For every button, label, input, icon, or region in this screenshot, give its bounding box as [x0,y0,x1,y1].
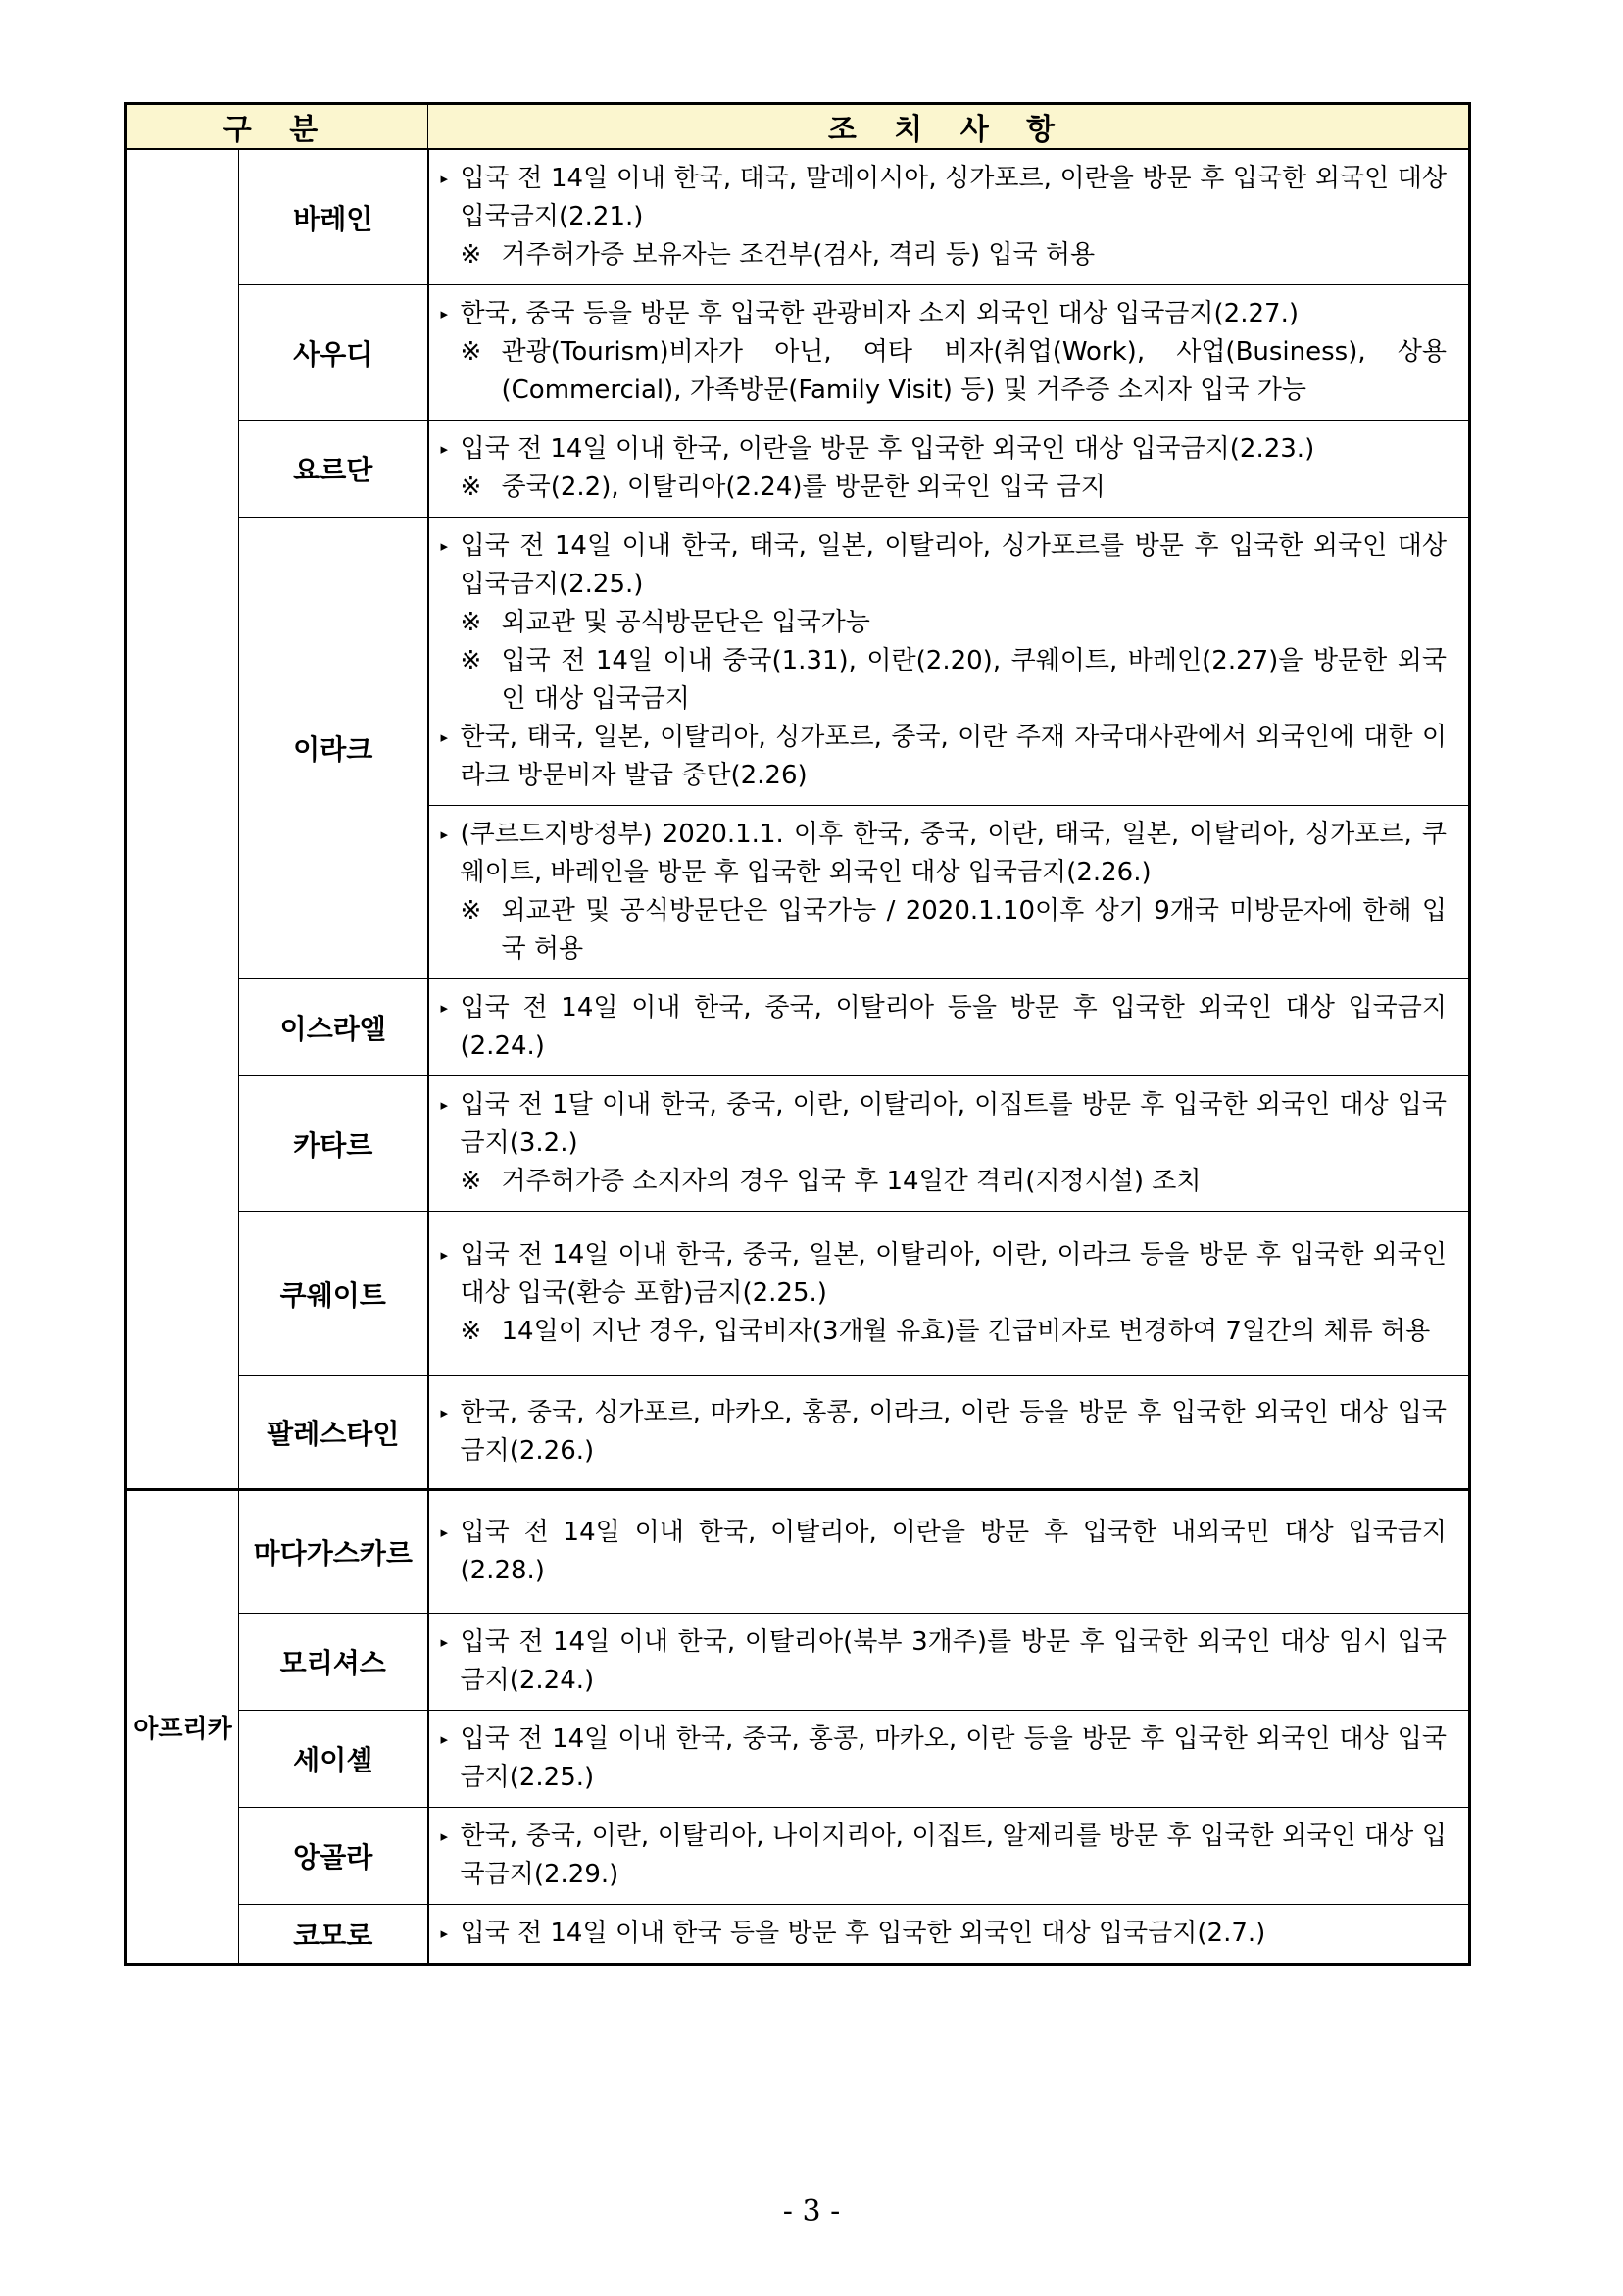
measure-text: 외교관 및 공식방문단은 입국가능 / 2020.1.10이후 상기 9개국 미방문자에 한해 입국 허용 [501,896,1447,964]
country-name: 코모로 [239,1905,428,1965]
bullet-line [441,989,1448,1066]
measure-text: 입국 전 14일 이내 한국, 이란을 방문 후 입국한 외국인 대상 입국금지(2.23.) [460,434,1315,464]
bullet-line [441,1086,1448,1163]
reference-mark-icon: ※ [460,337,482,367]
measure-text: 한국, 중국, 싱가포르, 마카오, 홍콩, 이라크, 이란 등을 방문 후 입국한 외국인 대상 입국금지(2.26.) [460,1398,1447,1466]
reference-mark-icon: ※ [460,896,482,925]
bullet-line [441,527,1448,604]
country-name: 이스라엘 [239,979,428,1076]
country-name: 쿠웨이트 [239,1212,428,1376]
measures-cell [428,1212,1470,1376]
measures-cell [428,285,1470,421]
country-name: 사우디 [239,285,428,421]
reference-mark-icon: ※ [460,473,482,502]
measures-cell [428,979,1470,1076]
triangle-bullet-icon: ▸ [440,1404,449,1422]
triangle-bullet-icon: ▸ [440,170,449,187]
measure-text: 입국 전 14일 이내 한국, 중국, 홍콩, 마카오, 이란 등을 방문 후 입국한 외국인 대상 입국금지(2.25.) [460,1724,1447,1792]
note-line [441,642,1448,719]
table-row [126,1808,1470,1905]
note-line [441,469,1448,507]
triangle-bullet-icon: ▸ [440,440,449,458]
country-name: 앙골라 [239,1808,428,1905]
measures-cell [428,1905,1470,1965]
group-africa: 아프리카 [126,1490,239,1965]
bullet-line [441,1818,1448,1894]
table-header-row [126,104,1470,150]
table-row [126,149,1470,285]
country-name: 세이셸 [239,1711,428,1808]
measure-text: 입국 전 14일 이내 한국, 중국, 일본, 이탈리아, 이란, 이라크 등을 방문 후 입국한 외국인 대상 입국(환승 포함)금지(2.25.) [460,1240,1447,1308]
measure-text: 한국, 중국 등을 방문 후 입국한 관광비자 소지 외국인 대상 입국금지(2.27.) [460,299,1299,328]
table-row [126,1376,1470,1490]
group-middle-east [126,149,239,1490]
bullet-line [441,1721,1448,1797]
table-row [126,518,1470,806]
note-line [441,333,1448,410]
measure-text: 입국 전 1달 이내 한국, 중국, 이란, 이탈리아, 이집트를 방문 후 입국한 외국인 대상 입국금지(3.2.) [460,1090,1447,1158]
bullet-line [441,1236,1448,1313]
reference-mark-icon: ※ [460,646,482,675]
table-row [126,421,1470,518]
measure-text: 중국(2.2), 이탈리아(2.24)를 방문한 외국인 입국 금지 [501,473,1106,502]
country-name: 팔레스타인 [239,1376,428,1490]
triangle-bullet-icon: ▸ [440,1924,449,1942]
bullet-line [441,1915,1448,1953]
measure-text: 관광(Tourism)비자가 아닌, 여타 비자(취업(Work), 사업(Business), 상용(Commercial), 가족방문(Family Visit) 등) 및 거주증 소지자 입국 가능 [501,337,1447,405]
triangle-bullet-icon: ▸ [440,305,449,323]
measures-cell [428,1808,1470,1905]
measure-text: 입국 전 14일 이내 한국 등을 방문 후 입국한 외국인 대상 입국금지(2.7.) [460,1919,1266,1948]
measure-text: 한국, 태국, 일본, 이탈리아, 싱가포르, 중국, 이란 주재 자국대사관에서 외국인에 대한 이라크 방문비자 발급 중단(2.26) [460,723,1447,790]
country-name: 마다가스카르 [239,1490,428,1614]
triangle-bullet-icon: ▸ [440,1633,449,1651]
measure-text: 거주허가증 보유자는 조건부(검사, 격리 등) 입국 허용 [501,240,1096,270]
note-line [441,1163,1448,1201]
reference-mark-icon: ※ [460,608,482,637]
measures-cell [428,149,1470,285]
bullet-line [441,430,1448,469]
table-row [126,979,1470,1076]
country-name: 요르단 [239,421,428,518]
country-name: 이라크 [239,518,428,979]
measures-cell [428,1076,1470,1212]
table-row [126,1490,1470,1614]
country-name: 모리셔스 [239,1614,428,1711]
measures-cell [428,1711,1470,1808]
bullet-line [441,719,1448,795]
bullet-line [441,816,1448,892]
bullet-line [441,1514,1448,1590]
note-line [441,604,1448,642]
measure-text: 입국 전 14일 이내 한국, 중국, 이탈리아 등을 방문 후 입국한 외국인 대상 입국금지(2.24.) [460,993,1447,1061]
triangle-bullet-icon: ▸ [440,537,449,555]
country-name: 카타르 [239,1076,428,1212]
header-category: 구 분 [126,104,428,150]
measure-text: 한국, 중국, 이란, 이탈리아, 나이지리아, 이집트, 알제리를 방문 후 입국한 외국인 대상 입국금지(2.29.) [460,1822,1447,1889]
triangle-bullet-icon: ▸ [440,1096,449,1114]
bullet-line [441,160,1448,236]
triangle-bullet-icon: ▸ [440,999,449,1017]
measures-cell [428,518,1470,806]
table-row [126,1076,1470,1212]
table-row [126,1614,1470,1711]
note-line [441,236,1448,275]
entry-restrictions-table [124,102,1471,1966]
measure-text: 외교관 및 공식방문단은 입국가능 [501,608,870,637]
measure-text: 입국 전 14일 이내 한국, 이탈리아(북부 3개주)를 방문 후 입국한 외국인 대상 임시 입국금지(2.24.) [460,1627,1447,1695]
table-row [126,1905,1470,1965]
measures-cell [428,1490,1470,1614]
bullet-line [441,295,1448,333]
triangle-bullet-icon: ▸ [440,825,449,843]
measure-text: 입국 전 14일 이내 한국, 태국, 일본, 이탈리아, 싱가포르를 방문 후 입국한 외국인 대상 입국금지(2.25.) [460,531,1447,599]
measures-cell [428,806,1470,979]
bullet-line [441,1623,1448,1700]
measure-text: 입국 전 14일 이내 한국, 태국, 말레이시아, 싱가포르, 이란을 방문 후 입국한 외국인 대상 입국금지(2.21.) [460,164,1447,231]
measure-text: 거주허가증 소지자의 경우 입국 후 14일간 격리(지정시설) 조치 [501,1167,1202,1196]
header-measures: 조 치 사 항 [428,104,1470,150]
measure-text: 입국 전 14일 이내 한국, 이탈리아, 이란을 방문 후 입국한 내외국민 대상 입국금지(2.28.) [460,1518,1447,1585]
measure-text: 14일이 지난 경우, 입국비자(3개월 유효)를 긴급비자로 변경하여 7일간의 체류 허용 [501,1317,1431,1346]
reference-mark-icon: ※ [460,1317,482,1346]
measure-text: 입국 전 14일 이내 중국(1.31), 이란(2.20), 쿠웨이트, 바레인(2.27)을 방문한 외국인 대상 입국금지 [501,646,1447,714]
note-line [441,892,1448,969]
page-number: - 3 - [782,2194,841,2228]
table-row [126,1711,1470,1808]
table-row [126,285,1470,421]
reference-mark-icon: ※ [460,240,482,270]
reference-mark-icon: ※ [460,1167,482,1196]
country-name: 바레인 [239,149,428,285]
measures-cell [428,421,1470,518]
measures-cell [428,1614,1470,1711]
triangle-bullet-icon: ▸ [440,1730,449,1748]
note-line [441,1313,1448,1351]
bullet-line [441,1394,1448,1471]
table-row [126,1212,1470,1376]
measure-text: (쿠르드지방정부) 2020.1.1. 이후 한국, 중국, 이란, 태국, 일본, 이탈리아, 싱가포르, 쿠웨이트, 바레인을 방문 후 입국한 외국인 대상 입국금지(2.26.) [460,820,1447,887]
measures-cell [428,1376,1470,1490]
triangle-bullet-icon: ▸ [440,1246,449,1264]
triangle-bullet-icon: ▸ [440,1827,449,1845]
triangle-bullet-icon: ▸ [440,1523,449,1541]
triangle-bullet-icon: ▸ [440,728,449,746]
